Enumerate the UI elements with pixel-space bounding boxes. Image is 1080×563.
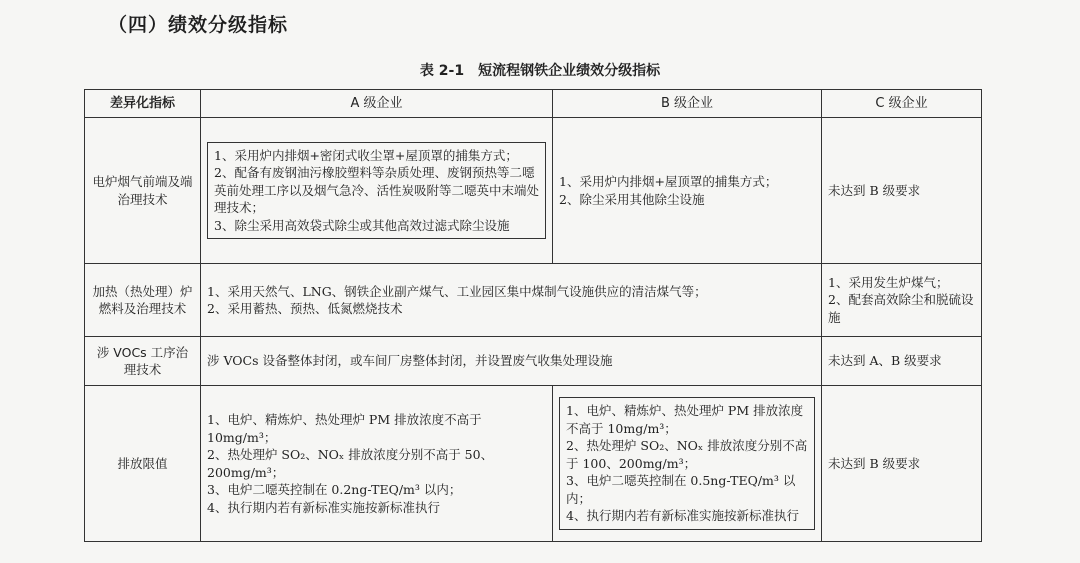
- row-category: 涉 VOCs 工序治理技术: [85, 337, 201, 386]
- cell-line: 3、电炉二噁英控制在 0.5ng-TEQ/m³ 以内；: [566, 473, 796, 506]
- grade-c-cell: [822, 264, 982, 337]
- cell-line: 2、配套高效除尘和脱硫设施: [828, 292, 974, 325]
- cell-line: 未达到 B 级要求: [828, 182, 921, 198]
- grade-a-cell: [201, 118, 553, 264]
- cell-line: 2、热处理炉 SO₂、NOₓ 排放浓度分别不高于 50、200mg/m³；: [207, 447, 494, 480]
- cell-line: 1、采用发生炉煤气；: [828, 274, 949, 290]
- cell-line: 1、采用炉内排烟+密闭式收尘罩+屋顶罩的捕集方式；: [214, 147, 518, 163]
- grade-a-cell: [201, 386, 553, 542]
- table-row: [85, 386, 982, 542]
- table-caption: [0, 60, 1080, 80]
- cell-line: 4、执行期内若有新标准实施按新标准执行: [207, 499, 440, 515]
- row-category: 排放限值: [85, 386, 201, 542]
- cell-line: 1、采用天然气、LNG、钢铁企业副产煤气、工业园区集中煤制气设施供应的清洁煤气等；: [207, 283, 707, 299]
- table-title: 短流程钢铁企业绩效分级指标: [478, 63, 661, 79]
- performance-grading-table: [84, 89, 982, 542]
- cell-line: 2、热处理炉 SO₂、NOₓ 排放浓度分别不高于 100、200mg/m³；: [566, 438, 808, 471]
- grade-c-cell: [822, 118, 982, 264]
- grade-c-cell: [822, 386, 982, 542]
- table-row: [85, 264, 982, 337]
- grade-a-box: [207, 142, 546, 240]
- table-row: [85, 118, 982, 264]
- cell-line: 2、采用蓄热、预热、低氮燃烧技术: [207, 301, 403, 316]
- header-grade-b: B 级企业: [553, 90, 822, 118]
- cell-line: 1、电炉、精炼炉、热处理炉 PM 排放浓度不高于 10mg/m³；: [566, 403, 804, 436]
- row-category: 电炉烟气前端及端治理技术: [85, 118, 201, 264]
- grade-c-cell: [822, 337, 982, 386]
- cell-line: 涉 VOCs 设备整体封闭，或车间厂房整体封闭，并设置废气收集处理设施: [207, 353, 613, 369]
- grade-b-cell: [553, 386, 822, 542]
- grade-ab-cell: [201, 337, 822, 386]
- cell-line: 2、配备有废钢油污橡胶塑料等杂质处理、废钢预热等二噁英前处理工序以及烟气急冷、活性炭吸附等二噁英中末端处理技术；: [214, 165, 540, 216]
- cell-line: 3、电炉二噁英控制在 0.2ng-TEQ/m³ 以内；: [207, 482, 462, 497]
- grade-ab-cell: [201, 264, 822, 337]
- cell-line: 未达到 A、B 级要求: [828, 353, 942, 369]
- row-category: 加热（热处理）炉燃料及治理技术: [85, 264, 201, 337]
- header-indicator: 差异化指标: [85, 90, 201, 118]
- cell-line: 4、执行期内若有新标准实施按新标准执行: [566, 508, 799, 524]
- cell-line: 未达到 B 级要求: [828, 455, 921, 471]
- grade-b-box: [559, 397, 815, 530]
- grade-b-cell: [553, 118, 822, 264]
- section-heading: （四）绩效分级指标: [108, 14, 289, 36]
- cell-line: 3、除尘采用高效袋式除尘或其他高效过滤式除尘设施: [214, 217, 510, 233]
- header-grade-c: C 级企业: [822, 90, 982, 118]
- cell-line: 1、采用炉内排烟+屋顶罩的捕集方式；: [559, 174, 778, 189]
- table-number: 表 2-1: [419, 63, 465, 79]
- table-header-row: [85, 90, 982, 118]
- cell-line: 2、除尘采用其他除尘设施: [559, 191, 705, 207]
- header-grade-a: A 级企业: [201, 90, 553, 118]
- cell-line: 1、电炉、精炼炉、热处理炉 PM 排放浓度不高于 10mg/m³；: [207, 412, 482, 445]
- table-row: [85, 337, 982, 386]
